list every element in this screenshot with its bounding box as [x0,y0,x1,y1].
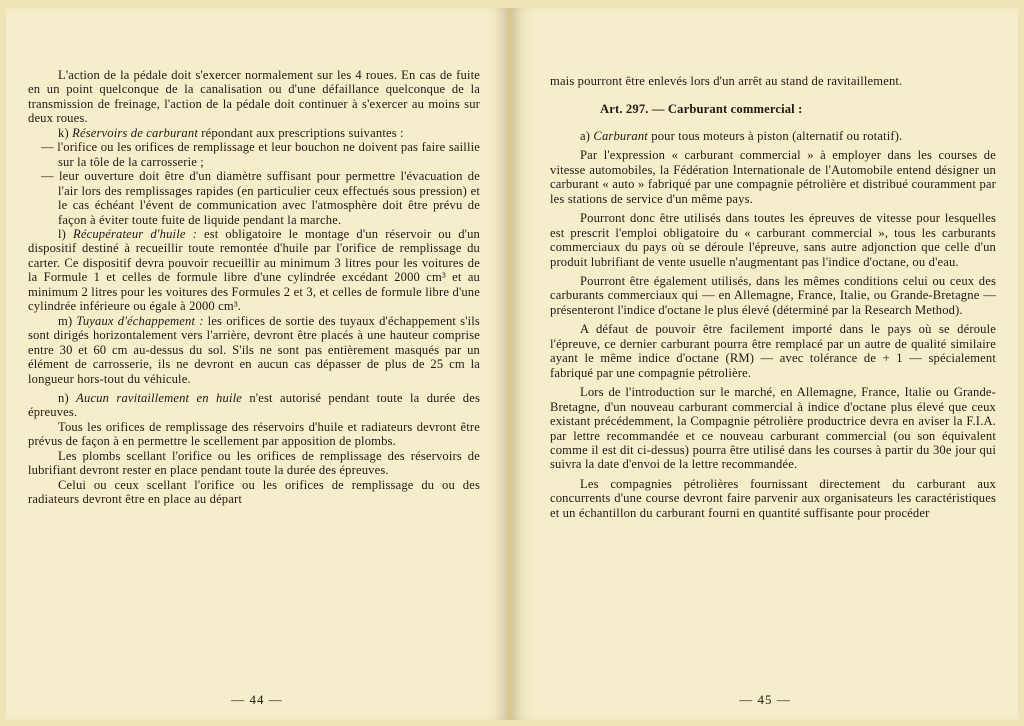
paragraph-continuation: mais pourront être enlevés lors d'un arrêt au stand de ravitaillement. [550,74,903,88]
item-k-dash-2: — leur ouverture doit être d'un diamètre suffisant pour permettre l'évacuation de l'air lors des remplissages rapides (en particulier ceux effectués sous pression) et le cas échéant l'évent de communication avec l'atmosphère doit être prévu de façon à éviter toute fuite de liquide pendant la marche. [41,169,480,227]
paragraph-definition: Par l'expression « carburant commercial » à employer dans les courses de vitesse automobiles, la Fédération Internationale de l'Automobile entend désigner un carburant « auto » fabriqué par une compagnie pétrolière et distribué couramment par les stations de service d'un même pays. [550,148,996,206]
paragraph-lead-seals: Les plombs scellant l'orifice ou les orifices de remplissage des réservoirs de lubrifiant devront rester en place pendant toute la durée des épreuves. [28,448,480,478]
paragraph-brake-pedal: L'action de la pédale doit s'exercer normalement sur les 4 roues. En cas de fuite en un point quelconque de la canalisation ou d'une défaillance quelconque de la transmission de freinage, l'action de la pédale doit continuer à s'exercer au moins sur deux roues. [28,68,480,126]
item-m-title: Tuyaux d'échappement : [76,313,204,328]
page-number-right: — 45 — [739,692,791,707]
item-k: k) Réservoirs de carburant répondant aux prescriptions suivantes : [58,125,404,140]
article-heading: Art. 297. — Carburant commercial : [600,102,803,117]
paragraph-radiator-seals: Celui ou ceux scellant l'orifice ou les orifices de remplissage du ou des radiateurs devront être en place au départ [28,477,480,507]
page-number-left: — 44 — [231,692,283,707]
paragraph-new-fuel: Lors de l'introduction sur le marché, en Allemagne, France, Italie ou Grande-Bretagne, d'un nouveau carburant commercial à indice d'octane plus élevé que ceux existant précédemment, la Compagnie pétrolière productrice devra en aviser la F.I.A. par lettre recommandée et ce nouveau carburant commercial (ou son équivalent comme il est dit ci-dessus) pourra être utilisé dans les courses à partir du 30e jour qui suivra la date d'envoi de la lettre recommandée. [550,385,996,472]
item-k-dash-1: — l'orifice ou les orifices de remplissage et leur bouchon ne doivent pas faire saillie sur la tôle de la carrosserie ; [41,140,480,169]
paragraph-octane: Pourront être également utilisés, dans les mêmes conditions celui ou ceux des carburants commerciaux qui — en Allemagne, France, Italie, ou Grande-Bretagne — présenteront l'indice d'octane le plus élevé (déterminé par la Research Method). [550,273,996,317]
item-l-title: Récupérateur d'huile : [73,226,197,241]
paragraph-replacement: A défaut de pouvoir être facilement importé dans le pays où se déroule l'épreuve, ce dernier carburant pourra être remplacé par un autre de qualité similaire ayant le même indice d'octane (RM) — avec tolérance de + 1 — spécialement fabriqué par une compagnie pétrolière. [550,322,996,380]
item-a: a) Carburant pour tous moteurs à piston (alternatif ou rotatif). [580,128,903,143]
item-n: n) Aucun ravitaillement en huile n'est autorisé pendant toute la durée des épreuves. [28,390,481,420]
paragraph-allowed-fuels: Pourront donc être utilisés dans toutes les épreuves de vitesse pour lesquelles est prescrit l'emploi obligatoire du « carburant commercial », tous les carburants commerciaux du pays où se déroule l'épreuve, sans autre adjonction que celle d'un produit lubrifiant de vente usuelle n'augmentant pas l'indice d'octane, ou d'eau. [550,211,996,269]
item-a-title: Carburant [593,128,648,143]
left-page [6,8,508,720]
paragraph-oil-companies: Les compagnies pétrolières fournissant directement du carburant aux concurrents d'une course devront faire parvenir aux organisateurs les caractéristiques et un échantillon du carburant fourni en quantité suffisante pour procéder [550,476,996,520]
right-page [512,8,1018,720]
item-k-title: Réservoirs de carburant [72,125,198,140]
item-m: m) Tuyaux d'échappement : les orifices de sortie des tuyaux d'échappement s'ils sont dirigés horizontalement vers l'arrière, devront être placés à une hauteur comprise entre 30 et 60 cm au-dessus du sol. S'ils ne sont pas entièrement masqués par un élément de carrosserie, ils ne devront en aucun cas dépasser de plus de 25 cm la longueur hors-tout du véhicule. [28,313,480,386]
paragraph-sealing: Tous les orifices de remplissage des réservoirs d'huile et radiateurs devront être prévus de façon à en permettre le scellement par apposition de plombs. [28,419,480,449]
item-l: l) Récupérateur d'huile : est obligatoire le montage d'un réservoir ou d'un dispositif destiné à recueillir toute remontée d'huile par l'orifice de remplissage du carter. Ce dispositif devra pouvoir recueillir au minimum 3 litres pour les voitures de la Formule 1 et celles de formule libre d'une cylindrée excédant 2000 cm³ et au minimum 2 litres pour les voitures des Formules 2 et 3, et celles de formule libre d'une cylindrée inférieure ou égale à 2000 cm³. [28,226,480,314]
item-n-title: Aucun ravitaillement en huile [76,390,242,405]
